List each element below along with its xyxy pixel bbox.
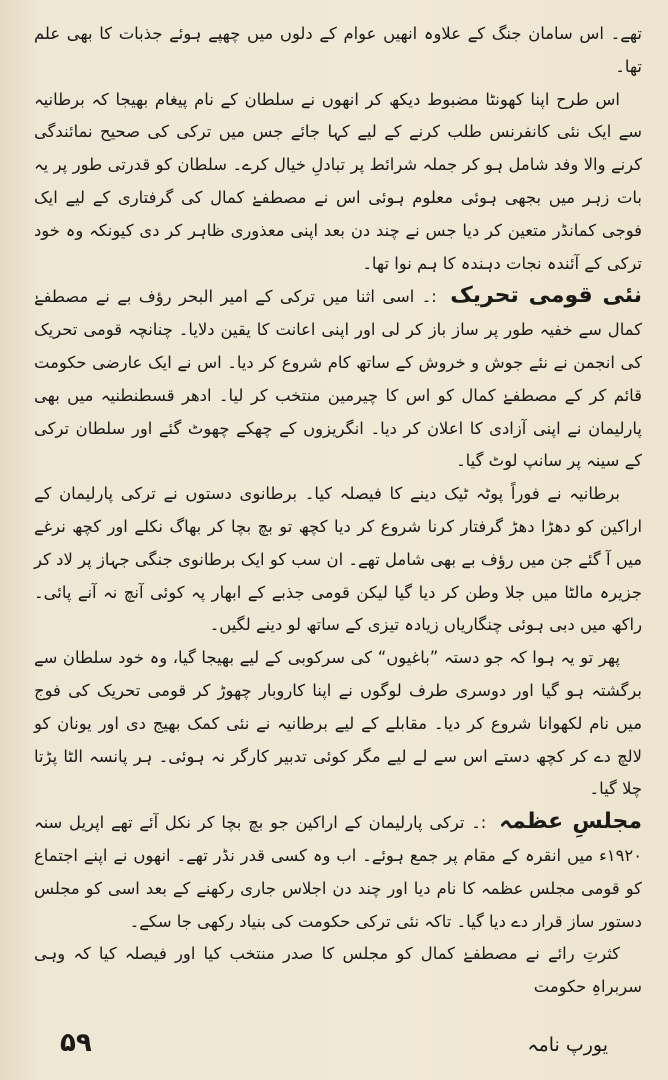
page-body bbox=[34, 18, 642, 1004]
paragraph-2-text: اس طرح اپنا کھونٹا مضبوط دیکھ کر انھوں نے سلطان کے نام پیغام بھیجا کہ برطانیہ سے ایک نئی کانفرنس طلب کرنے کے لیے کہا جائے جس میں ترکی کی صحیح نمائندگی کرنے والا وفد شامل ہو کر جملہ شرائط پر تبادلِ خیال کرے۔ سلطان کو قدرتی طور پر یہ بات زہر میں بجھی ہوئی معلوم ہوئی اس نے مصطفےٰ کمال کی گرفتاری کے لیے ایک فوجی کمانڈر متعین کر دیا جس نے چند دن بعد اپنی معذوری ظاہر کر دی کیونکہ وہ خود ترکی کے آئندہ نجات دہندہ کا ہم نوا تھا۔ bbox=[34, 89, 642, 273]
page-number: ۵۹ bbox=[60, 1028, 92, 1058]
paragraph-2 bbox=[34, 84, 642, 281]
paragraph-6-text: :۔ ترکی پارلیمان کے اراکین جو بچ بچا کر نکل آئے تھے اپریل سنہ ۱۹۲۰ء میں انقرہ کے مقام پر جمع ہوئے۔ اب وہ کسی قدر نڈر تھے۔ انھوں نے اپنے اجتماع کو قومی مجلس عظمہ کا نام دیا اور چند دن اجلاس جاری رکھنے کے بعد اسی کو مجلس دستور ساز قرار دے دیا گیا۔ تاکہ نئی ترکی حکومت کی بنیاد رکھی جا سکے۔ bbox=[34, 813, 642, 931]
paragraph-7 bbox=[34, 938, 642, 1004]
paragraph-1-text: تھے۔ اس سامان جنگ کے علاوہ انھیں عوام کے دلوں میں چھپے ہوئے جذبات کا بھی علم تھا۔ bbox=[34, 24, 642, 76]
paragraph-1 bbox=[34, 18, 642, 84]
section-heading-grand-assembly: مجلسِ عظمہ bbox=[499, 809, 642, 835]
section-heading-new-national-movement: نئی قومی تحریک bbox=[450, 283, 642, 309]
page-footer bbox=[60, 1018, 608, 1058]
paragraph-4 bbox=[34, 478, 642, 642]
paragraph-5 bbox=[34, 642, 642, 806]
running-book-title: یورپ نامہ bbox=[527, 1034, 608, 1056]
paragraph-5-text: پھر تو یہ ہوا کہ جو دستہ ”باغیوں“ کی سرکوبی کے لیے بھیجا گیا، وہ خود سلطان سے برگشتہ ہو گیا اور دوسری طرف لوگوں نے اپنا کاروبار چھوڑ کر قومی تحریک کی فوج میں نام لکھوانا شروع کر دیا۔ مقابلے کے لیے برطانیہ نے نئی کمک بھیج دی اور یونان کو لالچ دے کر کچھ دستے اس سے لے لیے مگر کوئی تدبیر کارگر نہ ہوئی۔ ہر پانسہ الٹا پڑتا چلا گیا۔ bbox=[34, 648, 642, 799]
paragraph-7-text: کثرتِ رائے نے مصطفےٰ کمال کو مجلس کا صدر منتخب کیا اور فیصلہ کیا کہ وہی سربراہِ حکومت bbox=[34, 944, 642, 997]
paragraph-3 bbox=[34, 280, 642, 478]
paragraph-6 bbox=[34, 806, 642, 938]
paragraph-3-text: :۔ اسی اثنا میں ترکی کے امیر البحر رؤف بے نے مصطفےٰ کمال سے خفیہ طور پر ساز باز کر لی اور اپنی اعانت کا یقین دلایا۔ چنانچہ قومی تحریک کی انجمن نے نئے جوش و خروش کے ساتھ کام شروع کر دیا۔ اس نے ایک عارضی حکومت قائم کر کے مصطفےٰ کمال کو اس کا چیرمین منتخب کر لیا۔ ادھر قسطنطنیہ میں بھی پارلیمان نے اپنی آزادی کا اعلان کر دیا۔ انگریزوں کے چھکے چھوٹ گئے اور سلطان ترکی کے سینہ پر سانپ لوٹ گیا۔ bbox=[34, 287, 642, 471]
paragraph-4-text: برطانیہ نے فوراً پوٹہ ٹیک دینے کا فیصلہ کیا۔ برطانوی دستوں نے ترکی پارلیمان کے اراکین کو دھڑا دھڑ گرفتار کرنا شروع کر دیا کچھ تو بچ بچا کر بھاگ نکلے اور کچھ نرغے میں آ گئے جن میں رؤف بے بھی شامل تھے۔ ان سب کو ایک برطانوی جنگی جہاز پر لاد کر جزیرہ مالٹا میں جلا وطن کر دیا گیا لیکن قومی جذبے کے ابھار پہ کوئی آنچ نہ آنے پائی۔ راکھ میں دبی ہوئی چنگاریاں زیادہ تیزی کے ساتھ لو دینے لگیں۔ bbox=[34, 484, 642, 635]
